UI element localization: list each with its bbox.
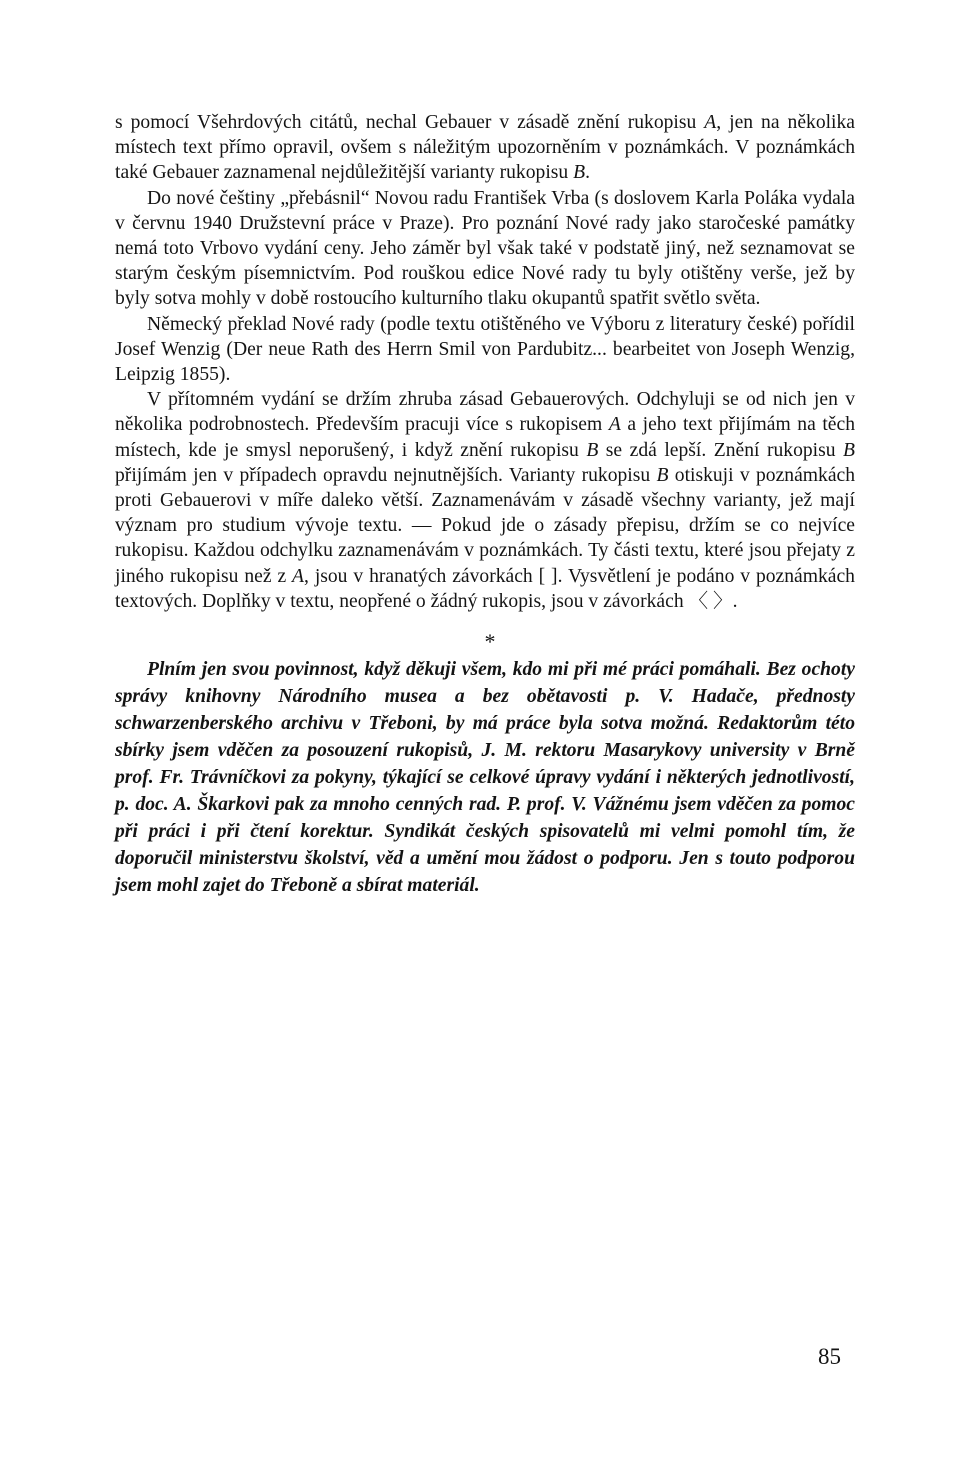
section-separator: * xyxy=(484,629,496,655)
page-body xyxy=(115,110,855,899)
page-number: 85 xyxy=(818,1344,841,1369)
manuscript-siglum: B xyxy=(656,464,669,486)
text-run: . xyxy=(585,162,590,184)
text-run: V přítomném vydání se držím zhruba zásad Gebauerových. Odchyluji se od nich jen v několika podrobnostech. Především pracuji více s rukopisem xyxy=(115,389,855,436)
manuscript-siglum: B xyxy=(843,439,855,461)
manuscript-siglum: B xyxy=(586,439,599,461)
text-run: Německý překlad Nové rady (podle textu otištěného ve Výboru z literatury české) pořídil Josef Wenzig (Der neue Rath des Herrn Smil von Pardubitz... bearbeitet von Joseph Wenzig, Leipzig 1855). xyxy=(115,313,855,386)
body-paragraph xyxy=(115,110,855,186)
body-paragraph xyxy=(115,387,855,614)
body-paragraph xyxy=(115,186,855,312)
manuscript-siglum: A xyxy=(292,565,305,587)
text-run: s pomocí Všehrdových citátů, nechal Gebauer v zásadě znění rukopisu xyxy=(115,112,705,133)
manuscript-siglum: A xyxy=(704,112,717,133)
body-paragraph xyxy=(115,312,855,388)
text-run: se zdá lepší. Znění rukopisu xyxy=(598,439,844,461)
manuscript-siglum: B xyxy=(573,162,586,184)
text-run: , jsou v hranatých závorkách [ ]. Vysvětlení je podáno v poznámkách textových. Doplňky v textu, neopřené o žádný rukopis, jsou v závorkách 〈 〉. xyxy=(115,565,855,612)
text-run: a jeho text přijímám na těch místech, kde je smysl neporušený, i když znění rukopisu xyxy=(115,414,855,461)
main-text xyxy=(115,110,855,614)
text-run: otiskuji v poznámkách proti Gebauerovi v míře daleko větší. Zaznamenávám v zásadě všechny varianty, jež mají význam pro studium vývoje textu. — Pokud jde o zásady přepisu, držím se co nejvíce rukopisu. Každou odchylku zaznamenávám v poznámkách. Ty části textu, které jsou přejaty z jiného rukopisu než z xyxy=(115,464,856,587)
text-run: , jen na několika místech text přímo opravil, ovšem s náležitým upozorněním v poznámkách. V poznámkách také Gebauer zaznamenal nejdůležitější varianty rukopisu xyxy=(115,112,855,184)
manuscript-siglum: A xyxy=(608,414,621,436)
text-run: přijímám jen v případech opravdu nejnutnějších. Varianty rukopisu xyxy=(115,464,657,486)
text-run: Do nové češtiny „přebásnil“ Novou radu František Vrba (s doslovem Karla Poláka vydala v červnu 1940 Družstevní práce v Praze). Pro poznání Nové rady jako staročeské památky nemá toto Vrbovo vydání ceny. Jeho záměr byl však také v podstatě jiný, než seznamovat se starým českým písemnictvím. Pod rouškou edice Nové rady tu byly otištěny verše, jež by byly sotva mohly v době rostoucího kulturního tlaku okupantů spatřit světlo světa. xyxy=(115,187,855,310)
acknowledgement-paragraph: Plním jen svou povinnost, když děkuji všem, kdo mi při mé práci pomáhali. Bez ochoty správy knihovny Národního musea a bez obětavosti p. V. Hadače, přednosty schwarzenberského archivu v Třeboni, by má práce byla sotva možná. Redaktorům této sbírky jsem vděčen za posouzení rukopisů, J. M. rektoru Masarykovy university v Brně prof. Fr. Trávníčkovi za pokyny, týkající se celkové úpravy vydání i některých jednotlivostí, p. doc. A. Škarkovi pak za mnoho cenných rad. P. prof. V. Vážnému jsem vděčen za pomoc při práci i při čtení korektur. Syndikát českých spisovatelů mi velmi pomohl tím, že doporučil ministerstvu školství, věd a umění mou žádost o podporu. Jen s touto podporou jsem mohl zajet do Třeboně a sbírat materiál. xyxy=(115,659,855,897)
